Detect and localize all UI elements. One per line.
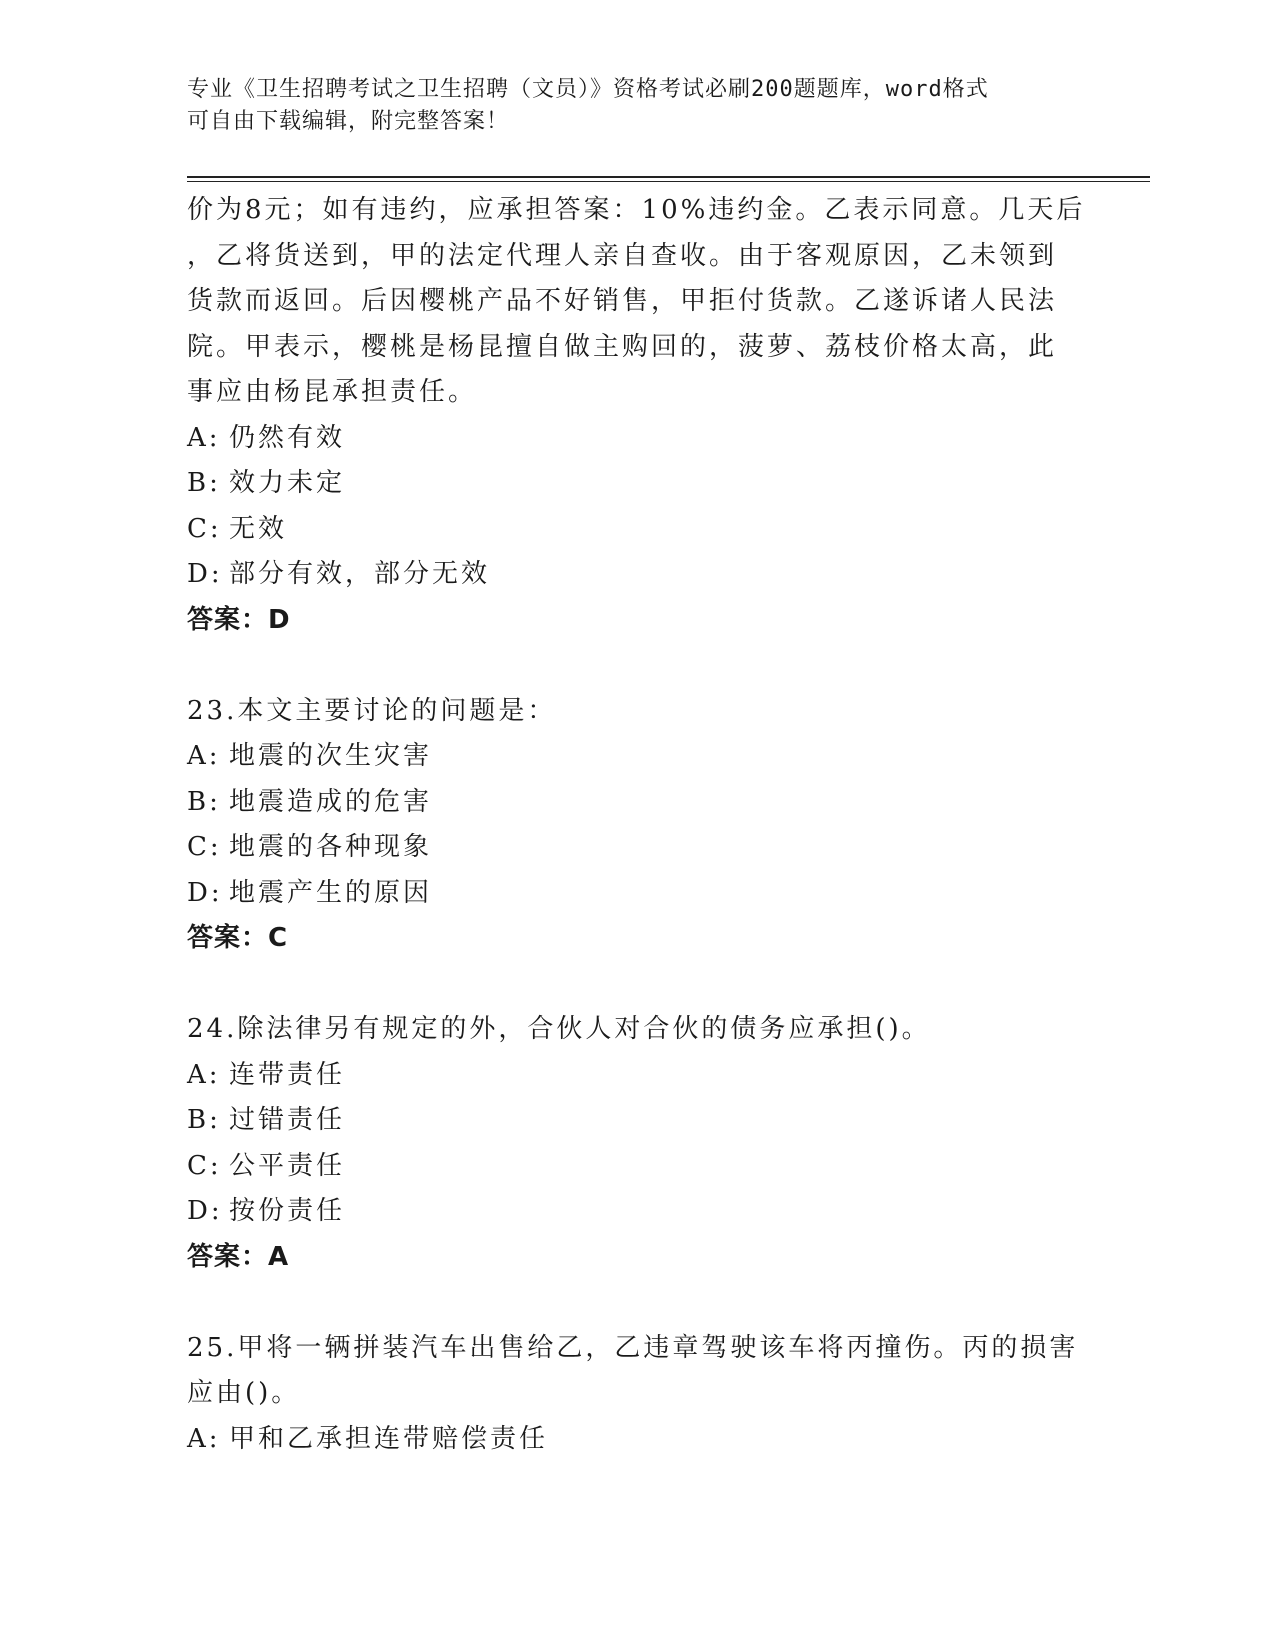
- option-text: 地震造成的危害: [229, 786, 433, 817]
- header-title-line-2: 可自由下载编辑，附完整答案！: [187, 109, 510, 134]
- header-divider-thin: [187, 181, 1150, 182]
- question-stem-line: ，乙将货送到，甲的法定代理人亲自查收。由于客观原因，乙未领到: [187, 240, 1058, 271]
- question-stem-line: 价为8元；如有违约，应承担答案：10%违约金。乙表示同意。几天后: [187, 195, 1086, 225]
- spacer: [187, 962, 1087, 1008]
- header-title-line-1: 专业《卫生招聘考试之卫生招聘（文员）》资格考试必刷200题题库，word格式: [187, 77, 989, 102]
- option-text: 仍然有效: [229, 422, 346, 453]
- option-a: [187, 416, 1087, 462]
- option-key: A:: [187, 741, 221, 771]
- option-a: [187, 1053, 1087, 1099]
- option-text: 连带责任: [229, 1059, 346, 1090]
- question-stem-line: 事应由杨昆承担责任。: [187, 377, 478, 407]
- option-text: 公平责任: [229, 1150, 346, 1181]
- header-divider-thick: [187, 176, 1150, 178]
- option-c: [187, 825, 1087, 871]
- option-d: [187, 1189, 1087, 1235]
- option-key: D:: [187, 877, 223, 908]
- spacer: [187, 643, 1087, 689]
- option-key: C:: [187, 513, 222, 544]
- option-key: D:: [187, 1196, 223, 1226]
- question-stem-line: 院。甲表示，樱桃是杨昆擅自做主购回的，菠萝、荔枝价格太高，此: [187, 331, 1058, 362]
- question-stem-line: 25.甲将一辆拼装汽车出售给乙，乙违章驾驶该车将丙撞伤。丙的损害: [187, 1332, 1079, 1363]
- option-b: [187, 461, 1087, 507]
- option-c: [187, 1144, 1087, 1190]
- option-text: 甲和乙承担连带赔偿责任: [229, 1423, 549, 1454]
- option-key: B:: [187, 468, 221, 498]
- option-b: [187, 780, 1087, 826]
- option-key: A:: [187, 1059, 221, 1090]
- option-text: 地震的各种现象: [229, 832, 433, 862]
- option-c: [187, 507, 1087, 553]
- option-key: C:: [187, 832, 222, 862]
- option-a: [187, 1417, 1087, 1463]
- question-24: [187, 1007, 1087, 1280]
- option-text: 按份责任: [229, 1196, 346, 1226]
- question-stem-line: 应由()。: [187, 1378, 301, 1408]
- answer-label: 答案：C: [187, 923, 289, 953]
- answer-label: 答案：D: [187, 604, 291, 635]
- option-text: 效力未定: [229, 468, 346, 498]
- question-stem-line: 24.除法律另有规定的外，合伙人对合伙的债务应承担()。: [187, 1014, 931, 1044]
- question-25: [187, 1326, 1087, 1463]
- option-d: [187, 552, 1087, 598]
- spacer: [187, 1280, 1087, 1326]
- option-b: [187, 1098, 1087, 1144]
- option-key: A:: [187, 422, 221, 453]
- option-d: [187, 871, 1087, 917]
- option-key: C:: [187, 1150, 222, 1181]
- question-23: [187, 689, 1087, 962]
- question-continued: [187, 188, 1087, 643]
- option-text: 过错责任: [229, 1105, 346, 1135]
- option-key: A:: [187, 1423, 221, 1454]
- option-text: 地震产生的原因: [229, 877, 433, 908]
- option-key: D:: [187, 559, 223, 589]
- question-stem-line: 23.本文主要讨论的问题是：: [187, 695, 557, 726]
- option-text: 地震的次生灾害: [229, 741, 433, 771]
- question-stem-line: 货款而返回。后因樱桃产品不好销售，甲拒付货款。乙遂诉诸人民法: [187, 286, 1058, 316]
- option-a: [187, 734, 1087, 780]
- option-text: 无效: [229, 513, 288, 544]
- option-key: B:: [187, 786, 221, 817]
- option-key: B:: [187, 1105, 221, 1135]
- option-text: 部分有效，部分无效: [229, 559, 491, 589]
- answer-label: 答案：A: [187, 1241, 290, 1272]
- document-header: [187, 74, 1067, 138]
- document-body: [187, 188, 1087, 1462]
